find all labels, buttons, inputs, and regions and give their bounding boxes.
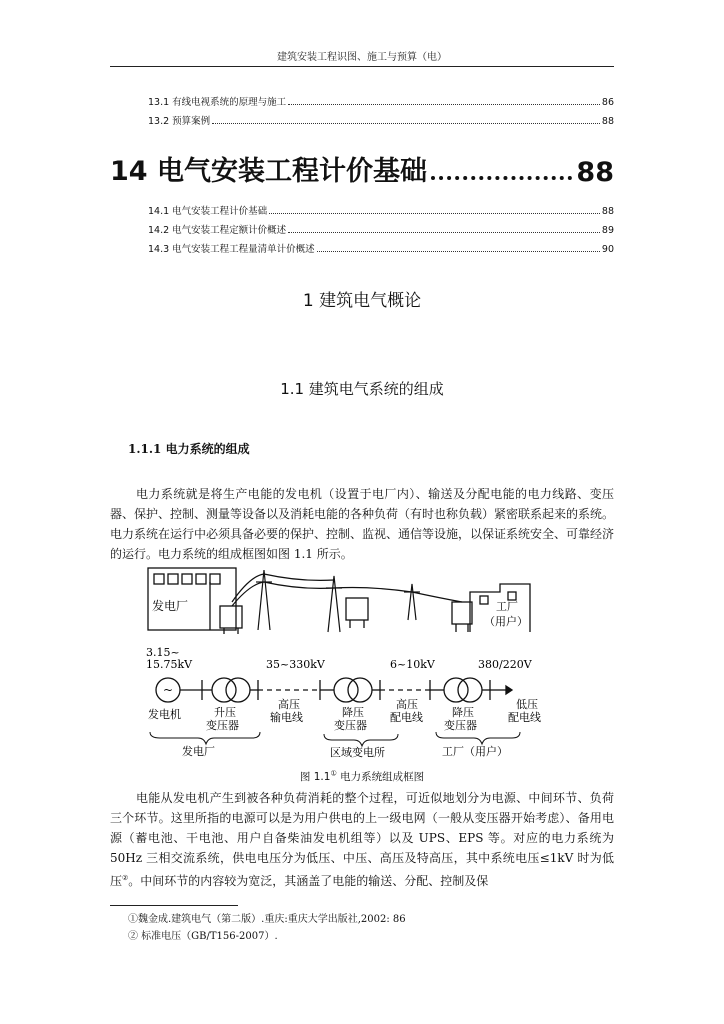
label-lv-dist-1: 低压 (516, 698, 538, 711)
label-lv-dist-2: 配电线 (508, 711, 541, 724)
toc-leader (269, 213, 600, 214)
voltage-generator-1: 3.15~ (146, 646, 180, 659)
label-generator: 发电机 (148, 708, 181, 721)
brace-factory: 工厂（用户） (442, 745, 508, 758)
section-heading: 1.1 建筑电气系统的组成 (280, 380, 444, 398)
transmission-pylons (232, 570, 462, 632)
para2-text-b: 。中间环节的内容较为宽泛，其涵盖了电能的输送、分配、控制及保 (128, 874, 489, 888)
label-step-up-1: 升压 (214, 706, 236, 719)
footnote-rule (110, 905, 238, 906)
label-hv-line-1: 高压 (278, 698, 300, 711)
label-hv-dist-1: 高压 (396, 698, 418, 711)
toc-chapter-entry[interactable] (110, 144, 614, 188)
toc-leader (431, 176, 572, 180)
label-step-down-1: 降压 (342, 706, 364, 719)
toc-entry-page: 86 (601, 97, 614, 108)
body-paragraph: 电力系统就是将生产电能的发电机（设置于电厂内）、输送及分配电能的电力线路、变压器、保护、控制、测量等设备以及消耗电能的各种负荷（有时也称负载）紧密联系起来的系统。电力系统在运行中必须具备必要的保护、控制、监视、通信等设施，以保证系统安全、可靠经济的运行。电力系统的组成框图如图 1.1 所示。 (110, 487, 615, 561)
label-step-up-2: 变压器 (206, 719, 239, 732)
power-plant-label: 发电厂 (152, 599, 189, 613)
footnote-1: ①魏金成.建筑电气（第二版）.重庆:重庆大学出版社,2002: 86 (128, 914, 406, 925)
factory-label: 工厂 (496, 600, 518, 613)
label-hv-dist-2: 配电线 (390, 711, 423, 724)
figure-caption (0, 769, 724, 784)
toc-entry-title: 13.2 预算案例 (148, 116, 211, 127)
toc-entry-title: 14.3 电气安装工程工程量清单计价概述 (148, 244, 315, 255)
generator-symbol: ~ (163, 683, 174, 697)
caption-footnote-ref: ① (330, 769, 337, 778)
toc-entry-title: 14.1 电气安装工程计价基础 (148, 206, 268, 217)
toc-leader (288, 104, 600, 105)
footnote-2: ② 标准电压（GB/T156-2007）. (128, 931, 278, 942)
toc-entry-title: 13.1 有线电视系统的原理与施工 (148, 97, 287, 108)
voltage-hv: 35~330kV (266, 658, 325, 671)
transformer-factory (452, 602, 472, 632)
chapter-heading: 1 建筑电气概论 (302, 291, 422, 311)
brace-power-plant: 发电厂 (182, 745, 215, 758)
label-step-down2-2: 变压器 (444, 719, 477, 732)
transformer-step-down (346, 598, 368, 628)
toc-entry[interactable] (148, 111, 614, 127)
toc-entry-page: 89 (601, 225, 614, 236)
label-step-down-2: 变压器 (334, 719, 367, 732)
caption-text: 电力系统组成框图 (336, 771, 425, 783)
power-system-diagram (140, 562, 600, 762)
subsection-heading: 1.1.1 电力系统的组成 (128, 442, 250, 456)
toc-entry[interactable] (148, 201, 614, 217)
para2-footnote-ref: ② (122, 874, 129, 882)
toc-chapter-page: 88 (576, 157, 614, 188)
toc-entry[interactable] (148, 220, 614, 236)
toc-entry-title: 14.2 电气安装工程定额计价概述 (148, 225, 287, 236)
caption-number: 图 1.1 (299, 771, 331, 783)
toc-entry-page: 90 (601, 244, 614, 255)
toc-leader (212, 123, 600, 124)
voltage-generator-2: 15.75kV (146, 658, 193, 671)
factory-user-label: （用户） (484, 615, 528, 628)
toc-entry-page: 88 (601, 116, 614, 127)
body-paragraph (110, 788, 614, 891)
group-braces (150, 732, 520, 746)
toc-leader (317, 251, 600, 252)
toc-leader (288, 232, 600, 233)
toc-entry[interactable] (148, 92, 614, 108)
toc-entry-page: 88 (601, 206, 614, 217)
voltage-mv: 6~10kV (390, 658, 435, 671)
schematic-line (156, 678, 512, 702)
voltage-lv: 380/220V (478, 658, 532, 671)
toc-chapter-title: 14 电气安装工程计价基础 (110, 156, 427, 187)
para2-text-a: 电能从发电机产生到被各种负荷消耗的整个过程，可近似地划分为电源、中间环节、负荷三个环节。这里所指的电源可以是为用户供电的上一级电网（一般从变压器开始考虑）、备用电源（蓄电池、干电池、用户自备柴油发电机组等）以及 UPS、EPS 等。对应的电力系统为 50Hz 三相交流系统，供电电压分为低压、中压、高压及特高压，其中系统电压≤1kV 时为低压 (110, 791, 614, 888)
label-step-down2-1: 降压 (452, 706, 474, 719)
running-header (110, 48, 614, 67)
brace-substation: 区域变电所 (330, 746, 385, 759)
running-title: 建筑安装工程识图、施工与预算（电） (277, 52, 447, 63)
toc-entry[interactable] (148, 239, 614, 255)
label-hv-line-2: 输电线 (270, 711, 303, 724)
